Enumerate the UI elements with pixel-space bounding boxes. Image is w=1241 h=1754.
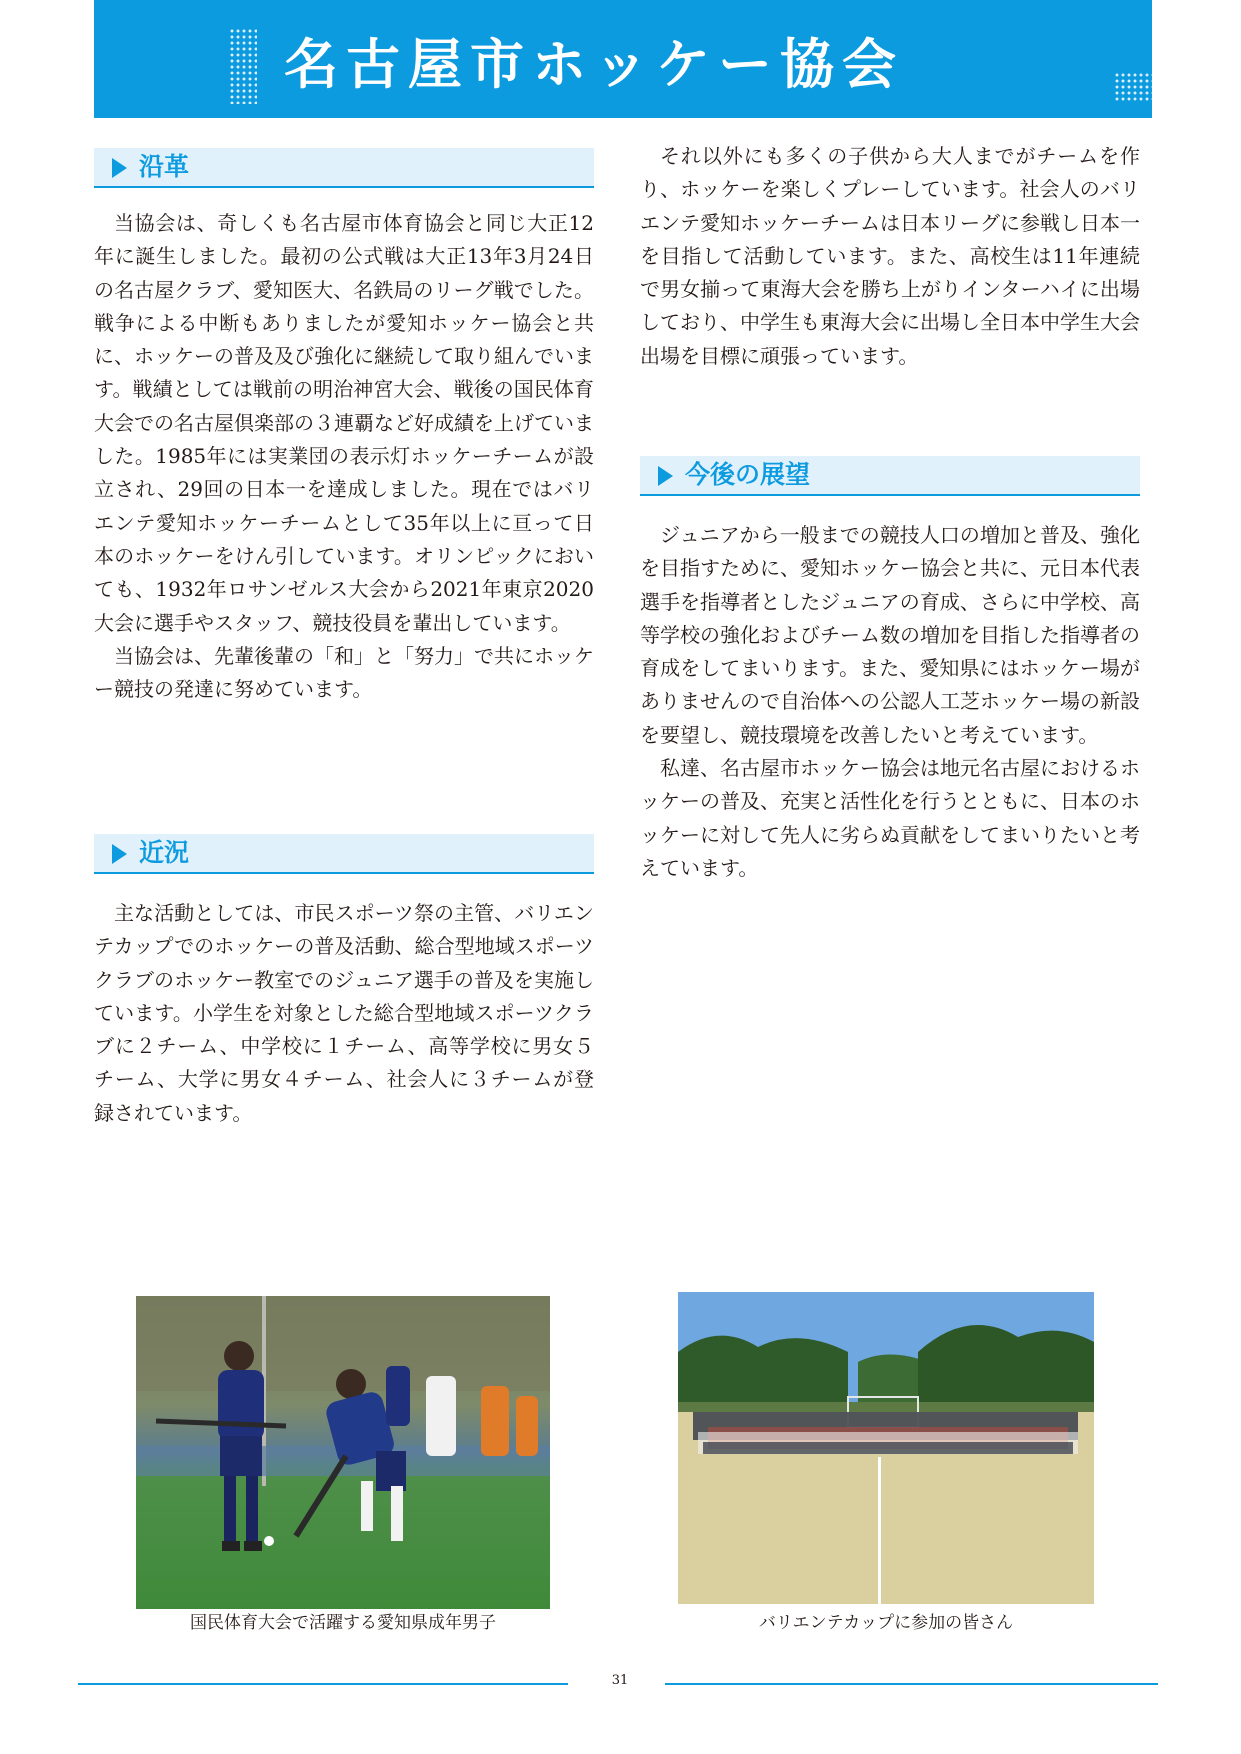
triangle-bullet-icon xyxy=(112,158,127,178)
section-heading-outlook xyxy=(640,456,1140,496)
triangle-bullet-icon xyxy=(112,844,127,864)
footer-rule xyxy=(78,1683,568,1685)
recent-text xyxy=(94,897,594,1130)
recent-continued-text xyxy=(640,140,1140,373)
paragraph: 主な活動としては、市民スポーツ祭の主管、バリエンテカップでのホッケーの普及活動、総合型地域スポーツクラブのホッケー教室でのジュニア選手の普及を実施しています。小学生を対象とした総合型地域スポーツクラブに２チーム、中学校に１チーム、高等学校に男女５チーム、大学に男女４チーム、社会人に３チームが登録されています。 xyxy=(94,901,594,1125)
title-banner xyxy=(94,0,1152,118)
people-group xyxy=(693,1412,1078,1454)
section-heading-recent xyxy=(94,834,594,874)
dot-pattern-decoration xyxy=(229,28,257,104)
paragraph: 当協会は、奇しくも名古屋市体育協会と同じ大正12年に誕生しました。最初の公式戦は大正13年3月24日の名古屋クラブ、愛知医大、名鉄局のリーグ戦でした。戦争による中断もありましたが愛知ホッケー協会と共に、ホッケーの普及及び強化に継続して取り組んでいます。戦績としては戦前の明治神宮大会、戦後の国民体育大会での名古屋倶楽部の３連覇など好成績を上げていました。1985年には実業団の表示灯ホッケーチームが設立され、29回の日本一を達成しました。現在ではバリエンテ愛知ホッケーチームとして35年以上に亘って日本のホッケーをけん引しています。オリンピックにおいても、1932年ロサンゼルス大会から2021年東京2020大会に選手やスタッフ、競技役員を輩出しています。 xyxy=(94,211,594,635)
footer-rule xyxy=(665,1683,1158,1685)
group-photo-image xyxy=(678,1292,1094,1604)
dot-pattern-decoration xyxy=(1114,72,1190,102)
photo-caption: バリエンテカップに参加の皆さん xyxy=(758,1613,1014,1633)
paragraph: ジュニアから一般までの競技人口の増加と普及、強化を目指すために、愛知ホッケー協会と共に、元日本代表選手を指導者としたジュニアの育成、さらに中学校、高等学校の強化およびチーム数の増加を目指した指導者の育成をしてまいります。また、愛知県にはホッケー場がありませんので自治体への公認人工芝ホッケー場の新設を要望し、競技環境を改善したいと考えています。 xyxy=(640,523,1140,747)
page-number: 31 xyxy=(611,1673,629,1688)
paragraph: それ以外にも多くの子供から大人までがチームを作り、ホッケーを楽しくプレーしています。社会人のバリエンテ愛知ホッケーチームは日本リーグに参戦し日本一を目指して活動しています。また、高校生は11年連続で男女揃って東海大会を勝ち上がりインターハイに出場しており、中学生も東海大会に出場し全日本中学生大会出場を目標に頑張っています。 xyxy=(640,144,1140,368)
outlook-text xyxy=(640,519,1140,885)
hockey-match-photo-image xyxy=(136,1296,550,1609)
triangle-bullet-icon xyxy=(658,466,673,486)
history-text xyxy=(94,207,594,706)
page-title: 名古屋市ホッケー協会 xyxy=(284,33,904,96)
section-heading-history xyxy=(94,148,594,188)
section-heading-label: 近況 xyxy=(139,838,190,867)
hockey-match-photo xyxy=(136,1296,550,1609)
photo-caption: 国民体育大会で活躍する愛知県成年男子 xyxy=(190,1613,496,1633)
section-heading-label: 沿革 xyxy=(139,152,190,181)
paragraph: 当協会は、先輩後輩の「和」と「努力」で共にホッケー競技の発達に努めています。 xyxy=(94,643,594,702)
group-photo xyxy=(678,1292,1094,1604)
section-heading-label: 今後の展望 xyxy=(685,460,811,489)
paragraph: 私達、名古屋市ホッケー協会は地元名古屋におけるホッケーの普及、充実と活性化を行うとともに、日本のホッケーに対して先人に劣らぬ貢献をしてまいりたいと考えています。 xyxy=(640,756,1140,880)
